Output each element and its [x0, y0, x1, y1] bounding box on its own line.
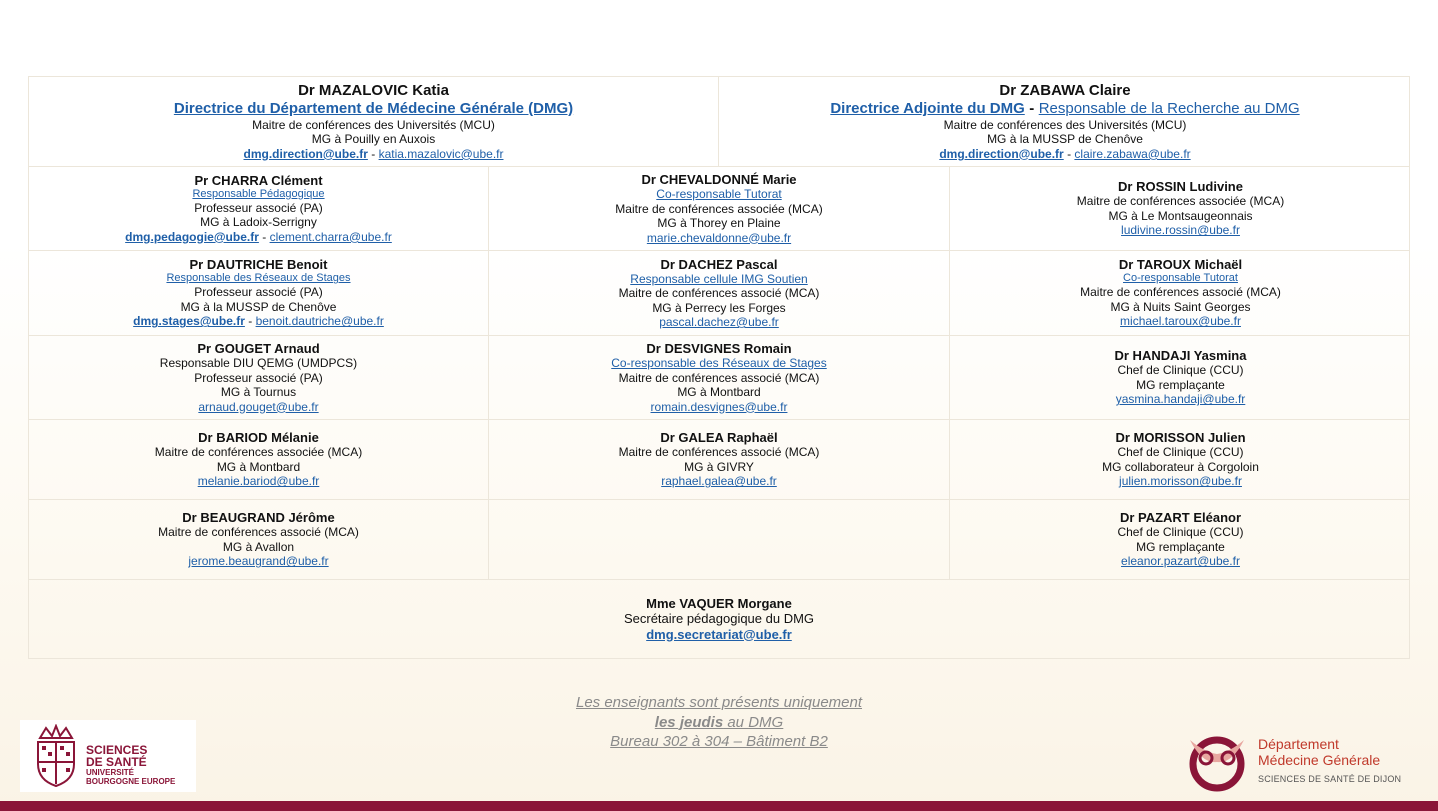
secretary-card: [29, 580, 1409, 658]
sciences-de-sante-logo: [20, 720, 196, 792]
staff-card: [29, 420, 489, 499]
person-name: Dr BEAUGRAND Jérôme: [182, 510, 335, 526]
person-practice: MG collaborateur à Corgoloin: [1102, 459, 1259, 474]
person-name: Dr ROSSIN Ludivine: [1118, 179, 1243, 195]
person-name: Pr GOUGET Arnaud: [197, 341, 320, 356]
person-practice: MG à GIVRY: [684, 459, 754, 474]
person-practice: MG à Pouilly en Auxois: [311, 132, 436, 147]
person-name: Mme VAQUER Morgane: [646, 595, 792, 611]
person-name: Dr DACHEZ Pascal: [660, 256, 778, 272]
email-link[interactable]: jerome.beaugrand@ube.fr: [188, 554, 329, 569]
person-position: Professeur associé (PA): [194, 285, 323, 300]
email-link[interactable]: michael.taroux@ube.fr: [1120, 314, 1241, 329]
logo-subtitle: SCIENCES DE SANTÉ DE DIJON: [1258, 774, 1402, 784]
note-line-2: au DMG: [723, 713, 784, 731]
person-practice: MG à Le Montsaugeonnais: [1108, 208, 1253, 223]
note-line-1: Les enseignants sont présents uniquement: [575, 694, 863, 711]
staff-card: [489, 251, 950, 335]
note-days: les jeudis: [654, 713, 724, 731]
staff-card: [29, 336, 489, 419]
leaders-row: [29, 77, 1409, 167]
person-practice: MG à Perrecy les Forges: [652, 300, 786, 315]
person-name: Dr DESVIGNES Romain: [646, 341, 792, 356]
email-link[interactable]: benoit.dautriche@ube.fr: [255, 314, 384, 329]
person-position: Maitre de conférences des Universités (MCU): [252, 117, 495, 132]
email-link[interactable]: claire.zabawa@ube.fr: [1074, 146, 1191, 161]
logo-title: Département Médecine Générale: [1258, 736, 1381, 768]
staff-card: [489, 336, 950, 419]
person-practice: MG à Montbard: [216, 459, 301, 474]
person-practice: MG à Avallon: [222, 539, 295, 554]
email-link-primary[interactable]: dmg.secretariat@ube.fr: [646, 626, 792, 642]
staff-row: [29, 420, 1409, 500]
person-position: Maitre de conférences des Universités (MCU): [943, 117, 1187, 132]
person-practice: MG remplaçante: [1136, 539, 1225, 554]
leader-card-mazalovic: [29, 77, 719, 166]
person-position: Professeur associé (PA): [194, 370, 323, 385]
person-position: Chef de Clinique (CCU): [1117, 363, 1244, 378]
email-link[interactable]: katia.mazalovic@ube.fr: [378, 146, 504, 161]
person-position: Maitre de conférences associé (MCA): [618, 370, 820, 385]
separator: -: [262, 229, 267, 244]
note-line-3: Bureau 302 à 304 – Bâtiment B2: [610, 733, 828, 750]
person-position: Chef de Clinique (CCU): [1117, 445, 1244, 460]
staff-card: [29, 251, 489, 335]
staff-card: [489, 167, 950, 250]
person-name: Dr TAROUX Michaël: [1118, 257, 1243, 273]
person-position: Professeur associé (PA): [194, 200, 323, 215]
staff-row: [29, 500, 1409, 580]
staff-card: [950, 500, 1411, 579]
person-extra-role: Responsable DIU QEMG (UMDPCS): [159, 356, 358, 370]
person-practice: MG à Tournus: [220, 385, 297, 399]
email-link[interactable]: julien.morisson@ube.fr: [1119, 474, 1242, 489]
email-link[interactable]: raphael.galea@ube.fr: [661, 474, 777, 489]
staff-card: [950, 336, 1411, 419]
role-link[interactable]: Responsable des Réseaux de Stages: [166, 272, 351, 285]
staff-card: [950, 251, 1411, 335]
role-link[interactable]: Directrice Adjointe du DMG: [830, 99, 1025, 117]
person-practice: MG à Ladoix-Serrigny: [200, 215, 317, 230]
person-name: Dr ZABAWA Claire: [999, 81, 1131, 99]
staff-card: [950, 167, 1411, 250]
logo-text-2: UNIVERSITÉ BOURGOGNE EUROPE: [86, 768, 176, 786]
owl-icon: [1184, 730, 1250, 792]
person-position: Chef de Clinique (CCU): [1117, 525, 1244, 540]
person-practice: MG à la MUSSP de Chenôve: [987, 132, 1143, 147]
person-practice: MG remplaçante: [1136, 377, 1225, 392]
role-link[interactable]: Responsable cellule IMG Soutien: [630, 271, 808, 286]
staff-row: [29, 251, 1409, 336]
person-position: Maitre de conférences associé (MCA): [618, 445, 820, 460]
crest-icon: [30, 724, 82, 788]
staff-directory: [28, 76, 1410, 659]
separator: -: [371, 146, 376, 161]
person-name: Pr DAUTRICHE Benoit: [189, 257, 328, 273]
email-link-primary[interactable]: dmg.direction@ube.fr: [243, 146, 368, 161]
person-name: Dr MORISSON Julien: [1115, 430, 1246, 446]
dmg-logo: [1180, 730, 1410, 792]
email-link-primary[interactable]: dmg.direction@ube.fr: [939, 146, 1064, 161]
email-link[interactable]: arnaud.gouget@ube.fr: [198, 399, 319, 414]
person-practice: MG à Nuits Saint Georges: [1110, 299, 1251, 314]
person-name: Pr CHARRA Clément: [194, 172, 323, 188]
person-name: Dr BARIOD Mélanie: [198, 430, 319, 446]
staff-card: [29, 167, 489, 250]
email-link[interactable]: clement.charra@ube.fr: [269, 229, 392, 244]
secretary-row: [29, 580, 1409, 658]
person-name: Dr PAZART Eléanor: [1119, 510, 1242, 526]
person-name: Dr GALEA Raphaël: [660, 430, 778, 446]
role-link[interactable]: Co-responsable des Réseaux de Stages: [611, 356, 827, 370]
person-practice: MG à Montbard: [677, 385, 761, 399]
logo-text-1: SCIENCES DE SANTÉ: [86, 743, 148, 769]
email-link[interactable]: yasmina.handaji@ube.fr: [1115, 392, 1246, 407]
role-link-secondary[interactable]: Responsable de la Recherche au DMG: [1038, 99, 1300, 117]
email-link[interactable]: ludivine.rossin@ube.fr: [1121, 223, 1240, 238]
role-link[interactable]: Co-responsable Tutorat: [656, 187, 782, 201]
email-link-primary[interactable]: dmg.pedagogie@ube.fr: [125, 229, 259, 244]
person-position: Maitre de conférences associé (MCA): [618, 286, 820, 300]
staff-row: [29, 167, 1409, 251]
email-link[interactable]: marie.chevaldonne@ube.fr: [646, 230, 792, 245]
role-link[interactable]: Co-responsable Tutorat: [1123, 272, 1238, 285]
person-position: Maitre de conférences associée (MCA): [1076, 194, 1285, 209]
person-name: Dr MAZALOVIC Katia: [298, 81, 449, 99]
person-position: Maitre de conférences associée (MCA): [154, 445, 363, 460]
person-name: Dr CHEVALDONNÉ Marie: [641, 172, 797, 187]
staff-card: [29, 500, 489, 579]
empty-cell: [489, 500, 950, 579]
role-link[interactable]: Directrice du Département de Médecine Générale (DMG): [173, 99, 574, 117]
email-link[interactable]: pascal.dachez@ube.fr: [659, 315, 779, 329]
bottom-bar: [0, 801, 1438, 811]
email-link[interactable]: melanie.bariod@ube.fr: [197, 474, 320, 489]
separator: -: [1029, 99, 1035, 117]
staff-card: [950, 420, 1411, 499]
person-name: Dr HANDAJI Yasmina: [1114, 348, 1247, 364]
person-position: Maitre de conférences associé (MCA): [158, 525, 359, 540]
person-position: Secrétaire pédagogique du DMG: [623, 610, 815, 626]
separator: -: [1067, 146, 1072, 161]
staff-card: [489, 420, 950, 499]
email-link[interactable]: eleanor.pazart@ube.fr: [1121, 554, 1240, 569]
person-position: Maitre de conférences associé (MCA): [1080, 285, 1281, 300]
person-practice: MG à Thorey en Plaine: [657, 216, 781, 230]
email-link-primary[interactable]: dmg.stages@ube.fr: [133, 314, 245, 329]
person-practice: MG à la MUSSP de Chenôve: [180, 299, 337, 314]
staff-row: [29, 336, 1409, 420]
person-position: Maitre de conférences associée (MCA): [615, 201, 823, 216]
role-link[interactable]: Responsable Pédagogique: [192, 187, 325, 200]
leader-card-zabawa: [719, 77, 1411, 166]
email-link[interactable]: romain.desvignes@ube.fr: [650, 399, 788, 414]
separator: -: [248, 314, 253, 329]
